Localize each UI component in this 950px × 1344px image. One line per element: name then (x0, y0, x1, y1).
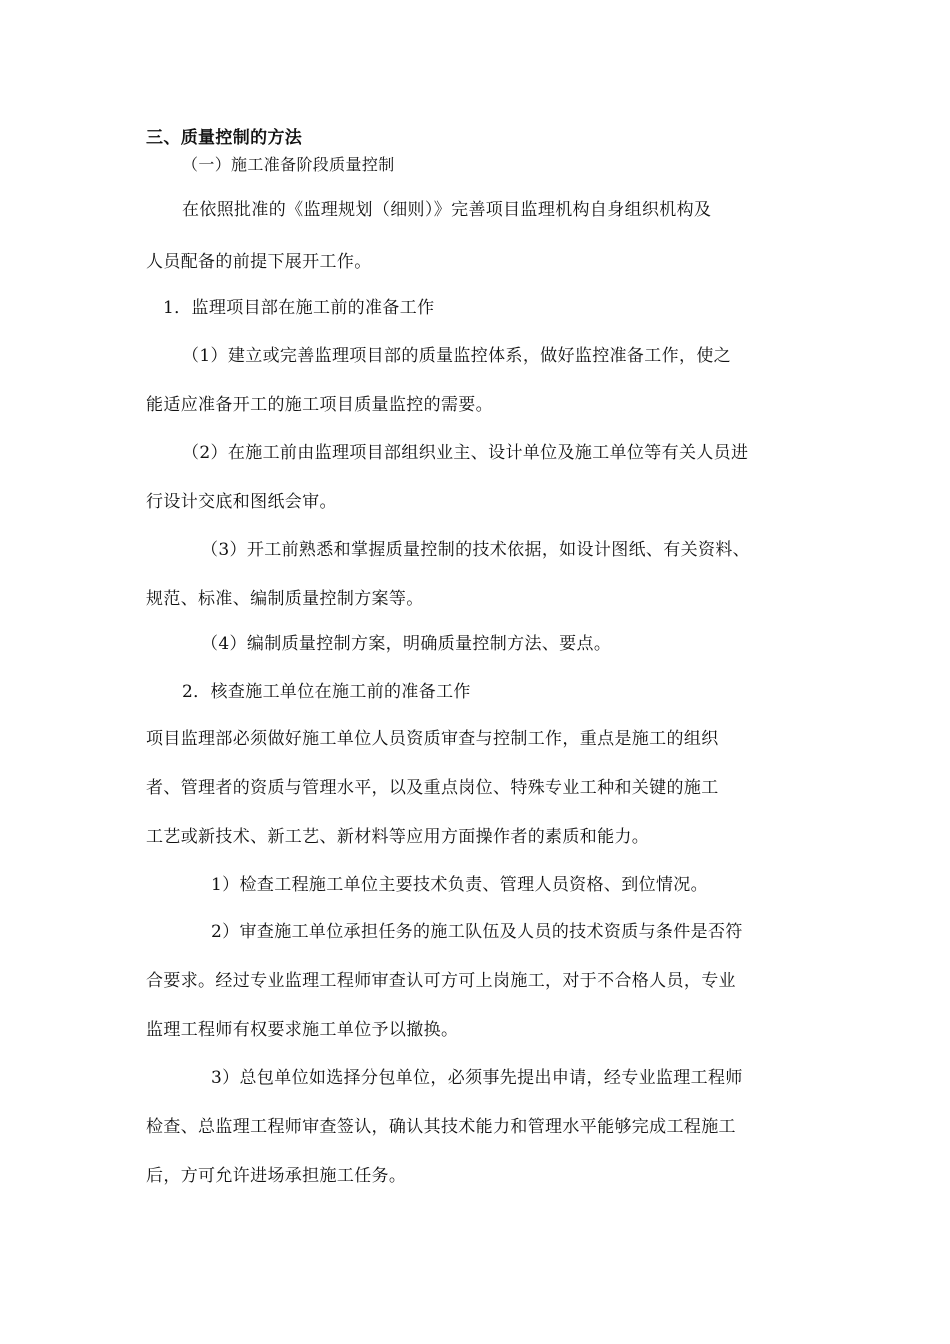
item2-point-3b: 检查、总监理工程师审查签认，确认其技术能力和管理水平能够完成工程施工 (146, 1117, 736, 1137)
item2-body-3: 工艺或新技术、新工艺、新材料等应用方面操作者的素质和能力。 (146, 827, 650, 847)
item1-point-4: （4）编制质量控制方案，明确质量控制方法、要点。 (201, 634, 612, 654)
intro-line-2: 人员配备的前提下展开工作。 (146, 252, 372, 272)
item2-point-2b: 合要求。经过专业监理工程师审查认可方可上岗施工，对于不合格人员，专业 (146, 971, 736, 991)
item1-point-2b: 行设计交底和图纸会审。 (146, 492, 337, 512)
item2-point-1: 1）检查工程施工单位主要技术负责、管理人员资格、到位情况。 (211, 875, 708, 895)
item2-point-3c: 后，方可允许进场承担施工任务。 (146, 1166, 407, 1186)
item2-body-2: 者、管理者的资质与管理水平，以及重点岗位、特殊专业工种和关键的施工 (146, 778, 719, 798)
item1-point-1a: （1）建立或完善监理项目部的质量监控体系，做好监控准备工作，使之 (182, 346, 732, 366)
item1-point-3a: （3）开工前熟悉和掌握质量控制的技术依据，如设计图纸、有关资料、 (201, 540, 751, 560)
item2-point-2c: 监理工程师有权要求施工单位予以撤换。 (146, 1020, 459, 1040)
item1-point-2a: （2）在施工前由监理项目部组织业主、设计单位及施工单位等有关人员进 (182, 443, 749, 463)
section-title: 三、质量控制的方法 (146, 128, 303, 148)
item2-body-1: 项目监理部必须做好施工单位人员资质审查与控制工作，重点是施工的组织 (146, 729, 719, 749)
item1-title: 1．监理项目部在施工前的准备工作 (163, 298, 435, 318)
item1-point-3b: 规范、标准、编制质量控制方案等。 (146, 589, 424, 609)
intro-line-1: 在依照批准的《监理规划（细则）》完善项目监理机构自身组织机构及 (182, 200, 712, 220)
item2-point-2a: 2）审查施工单位承担任务的施工队伍及人员的技术资质与条件是否符 (211, 922, 743, 942)
subsection-title: （一）施工准备阶段质量控制 (182, 155, 395, 174)
item1-point-1b: 能适应准备开工的施工项目质量监控的需要。 (146, 395, 493, 415)
item2-title: 2．核查施工单位在施工前的准备工作 (182, 682, 471, 702)
item2-point-3a: 3）总包单位如选择分包单位，必须事先提出申请，经专业监理工程师 (211, 1068, 743, 1088)
